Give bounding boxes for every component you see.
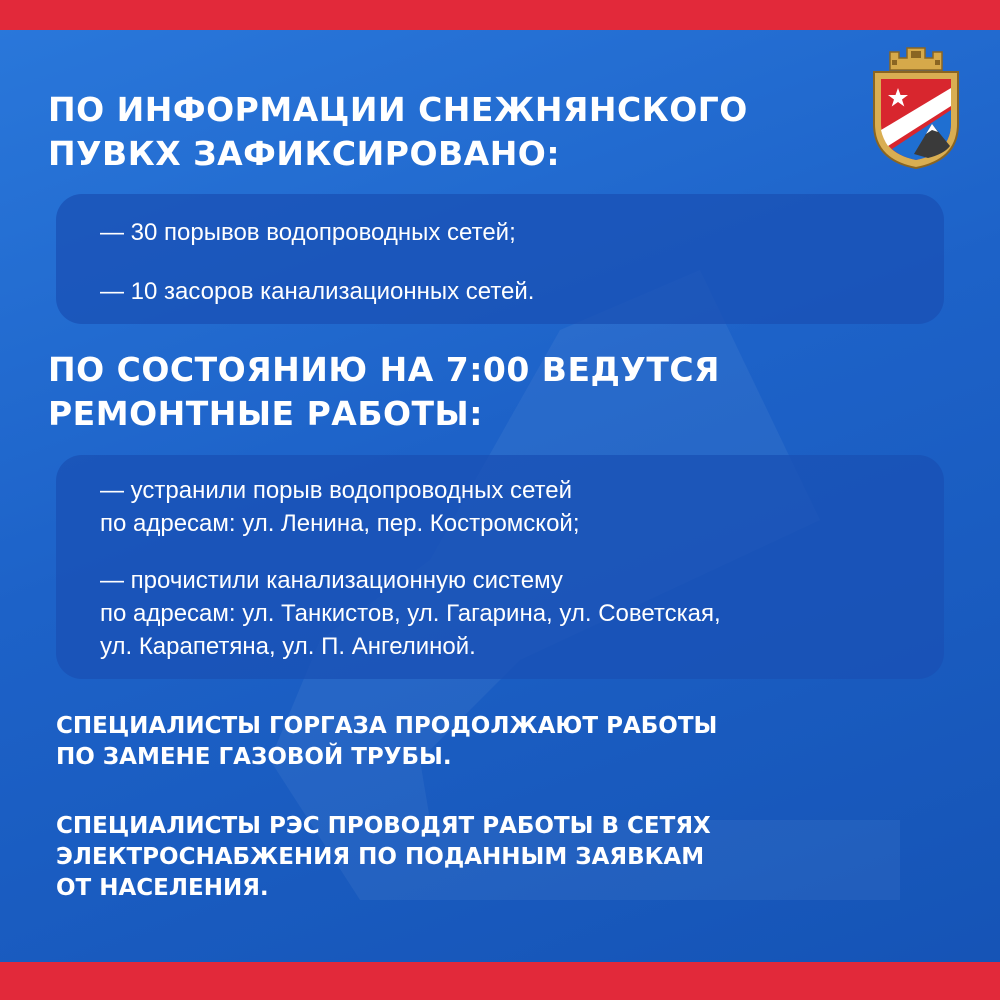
electric-works-note: СПЕЦИАЛИСТЫ РЭС ПРОВОДЯТ РАБОТЫ В СЕТЯХ ЭЛЕКТРОСНАБЖЕНИЯ ПО ПОДАННЫМ ЗАЯВКАМ ОТ НАСЕЛЕНИЯ.: [56, 813, 711, 901]
section2-item-1: — устранили порыв водопроводных сетей по адресам: ул. Ленина, пер. Костромской;: [100, 477, 580, 537]
bottom-red-stripe: [0, 962, 1000, 1000]
section2-title: ПО СОСТОЯНИЮ НА 7:00 ВЕДУТСЯ РЕМОНТНЫЕ РАБОТЫ:: [48, 350, 720, 433]
section1-item-1: — 30 порывов водопроводных сетей;: [100, 219, 516, 246]
section2-item-2: — прочистили канализационную систему по адресам: ул. Танкистов, ул. Гагарина, ул. Советская, ул. Карапетяна, ул. П. Ангелиной.: [100, 567, 721, 660]
city-coat-of-arms-icon: [866, 42, 966, 170]
section1-title: ПО ИНФОРМАЦИИ СНЕЖНЯНСКОГО ПУВКХ ЗАФИКСИРОВАНО:: [48, 90, 748, 173]
gas-works-note: СПЕЦИАЛИСТЫ ГОРГАЗА ПРОДОЛЖАЮТ РАБОТЫ ПО ЗАМЕНЕ ГАЗОВОЙ ТРУБЫ.: [56, 713, 718, 770]
section1-item-2: — 10 засоров канализационных сетей.: [100, 278, 535, 305]
